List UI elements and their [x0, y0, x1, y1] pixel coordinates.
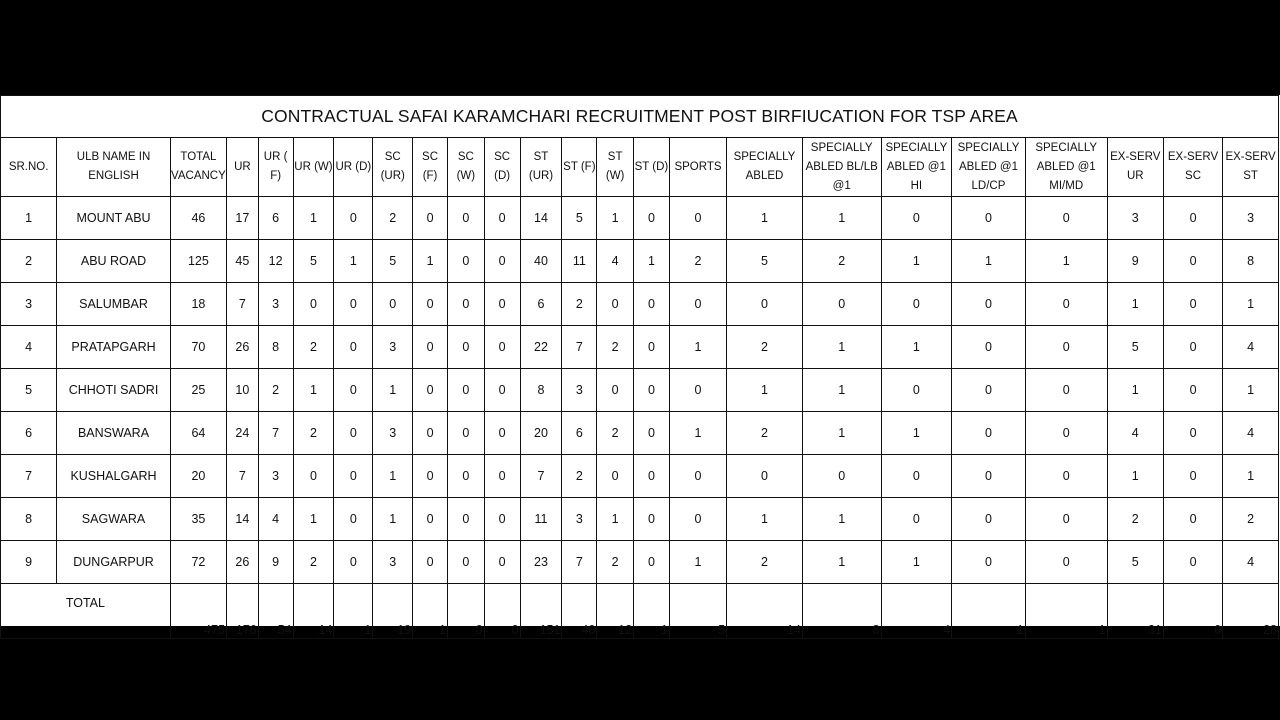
value-cell: 1: [373, 498, 413, 541]
value-cell: 5: [562, 197, 597, 240]
value-cell: 4: [1223, 412, 1279, 455]
value-cell: 0: [669, 197, 726, 240]
value-cell: 0: [597, 369, 634, 412]
value-cell: 3: [562, 498, 597, 541]
column-header: UR (D): [334, 138, 373, 197]
value-cell: 5: [1107, 326, 1163, 369]
column-header: TOTAL VACANCY: [170, 138, 226, 197]
value-cell: 5: [373, 240, 413, 283]
value-cell: 0: [634, 412, 670, 455]
value-cell: 0: [1025, 283, 1107, 326]
value-cell: 1: [669, 326, 726, 369]
value-cell: 1: [727, 369, 803, 412]
total-value-cell: 28: [1223, 584, 1279, 639]
column-header: SPORTS: [669, 138, 726, 197]
value-cell: 0: [881, 455, 952, 498]
value-cell: 12: [258, 240, 293, 283]
value-cell: 0: [634, 283, 670, 326]
value-cell: 25: [170, 369, 226, 412]
value-cell: 0: [634, 326, 670, 369]
ulb-name-cell: DUNGARPUR: [57, 541, 171, 584]
value-cell: 1: [373, 369, 413, 412]
value-cell: 2: [293, 412, 334, 455]
total-value-cell: 1: [1025, 584, 1107, 639]
value-cell: 1: [881, 541, 952, 584]
sr-no-cell: 6: [1, 412, 57, 455]
value-cell: 2: [802, 240, 881, 283]
value-cell: 0: [881, 498, 952, 541]
value-cell: 0: [334, 369, 373, 412]
value-cell: 0: [952, 412, 1026, 455]
value-cell: 1: [1025, 240, 1107, 283]
value-cell: 0: [334, 455, 373, 498]
value-cell: 1: [1223, 283, 1279, 326]
value-cell: 14: [227, 498, 259, 541]
value-cell: 6: [562, 412, 597, 455]
table-row: [1, 240, 1279, 283]
value-cell: 4: [597, 240, 634, 283]
value-cell: 0: [447, 326, 484, 369]
value-cell: 0: [727, 455, 803, 498]
sr-no-cell: 7: [1, 455, 57, 498]
value-cell: 0: [484, 240, 520, 283]
column-header: UR ( F): [258, 138, 293, 197]
value-cell: 0: [1025, 369, 1107, 412]
value-cell: 0: [952, 455, 1026, 498]
value-cell: 7: [562, 326, 597, 369]
value-cell: 6: [258, 197, 293, 240]
value-cell: 0: [334, 197, 373, 240]
value-cell: 0: [447, 498, 484, 541]
value-cell: 0: [881, 369, 952, 412]
value-cell: 0: [334, 541, 373, 584]
value-cell: 0: [484, 369, 520, 412]
value-cell: 0: [413, 541, 448, 584]
table-row: [1, 498, 1279, 541]
column-header: SC (D): [484, 138, 520, 197]
value-cell: 0: [1163, 498, 1222, 541]
value-cell: 0: [1163, 455, 1222, 498]
value-cell: 1: [881, 326, 952, 369]
value-cell: 64: [170, 412, 226, 455]
value-cell: 0: [1163, 197, 1222, 240]
value-cell: 0: [1163, 326, 1222, 369]
value-cell: 0: [597, 455, 634, 498]
value-cell: 14: [520, 197, 562, 240]
table-row: [1, 283, 1279, 326]
total-value-cell: 0: [484, 584, 520, 639]
value-cell: 1: [802, 541, 881, 584]
table-row: [1, 412, 1279, 455]
total-value-cell: 8: [802, 584, 881, 639]
value-cell: 5: [293, 240, 334, 283]
column-header: SC (F): [413, 138, 448, 197]
value-cell: 0: [669, 455, 726, 498]
table-row: [1, 369, 1279, 412]
value-cell: 0: [484, 412, 520, 455]
value-cell: 1: [802, 326, 881, 369]
column-header: ULB NAME IN ENGLISH: [57, 138, 171, 197]
value-cell: 0: [1025, 455, 1107, 498]
value-cell: 3: [373, 326, 413, 369]
value-cell: 1: [881, 412, 952, 455]
value-cell: 11: [562, 240, 597, 283]
value-cell: 1: [597, 498, 634, 541]
value-cell: 0: [669, 498, 726, 541]
sr-no-cell: 1: [1, 197, 57, 240]
value-cell: 0: [634, 197, 670, 240]
value-cell: 1: [669, 541, 726, 584]
value-cell: 0: [952, 283, 1026, 326]
value-cell: 3: [373, 412, 413, 455]
column-header: UR: [227, 138, 259, 197]
ulb-name-cell: KUSHALGARH: [57, 455, 171, 498]
value-cell: 2: [373, 197, 413, 240]
total-value-cell: 1: [952, 584, 1026, 639]
value-cell: 7: [227, 455, 259, 498]
value-cell: 70: [170, 326, 226, 369]
ulb-name-cell: ABU ROAD: [57, 240, 171, 283]
total-value-cell: 1: [413, 584, 448, 639]
value-cell: 0: [634, 541, 670, 584]
value-cell: 0: [634, 369, 670, 412]
value-cell: 3: [258, 455, 293, 498]
value-cell: 0: [802, 455, 881, 498]
total-label: TOTAL: [1, 584, 171, 639]
value-cell: 0: [669, 369, 726, 412]
value-cell: 1: [1107, 455, 1163, 498]
value-cell: 40: [520, 240, 562, 283]
value-cell: 5: [1107, 541, 1163, 584]
ulb-name-cell: CHHOTI SADRI: [57, 369, 171, 412]
column-header: UR (W): [293, 138, 334, 197]
value-cell: 0: [727, 283, 803, 326]
value-cell: 7: [520, 455, 562, 498]
ulb-name-cell: SALUMBAR: [57, 283, 171, 326]
value-cell: 125: [170, 240, 226, 283]
total-value-cell: 475: [170, 584, 226, 639]
value-cell: 0: [447, 369, 484, 412]
value-cell: 22: [520, 326, 562, 369]
value-cell: 7: [227, 283, 259, 326]
value-cell: 0: [484, 455, 520, 498]
ulb-name-cell: BANSWARA: [57, 412, 171, 455]
value-cell: 7: [258, 412, 293, 455]
value-cell: 0: [334, 412, 373, 455]
value-cell: 1: [1223, 455, 1279, 498]
total-value-cell: 0: [447, 584, 484, 639]
total-value-cell: 19: [373, 584, 413, 639]
ulb-name-cell: PRATAPGARH: [57, 326, 171, 369]
value-cell: 0: [597, 283, 634, 326]
value-cell: 4: [1107, 412, 1163, 455]
sr-no-cell: 2: [1, 240, 57, 283]
value-cell: 3: [1107, 197, 1163, 240]
value-cell: 23: [520, 541, 562, 584]
total-row: [1, 584, 1279, 639]
total-value-cell: 0: [1163, 584, 1222, 639]
value-cell: 1: [1223, 369, 1279, 412]
value-cell: 1: [802, 412, 881, 455]
value-cell: 2: [727, 412, 803, 455]
value-cell: 1: [669, 412, 726, 455]
value-cell: 2: [597, 326, 634, 369]
value-cell: 1: [597, 197, 634, 240]
value-cell: 0: [1025, 541, 1107, 584]
value-cell: 0: [881, 283, 952, 326]
value-cell: 1: [727, 197, 803, 240]
ulb-name-cell: MOUNT ABU: [57, 197, 171, 240]
value-cell: 7: [562, 541, 597, 584]
value-cell: 0: [634, 455, 670, 498]
value-cell: 2: [562, 283, 597, 326]
table-row: [1, 541, 1279, 584]
value-cell: 0: [413, 283, 448, 326]
value-cell: 0: [1163, 412, 1222, 455]
value-cell: 0: [447, 541, 484, 584]
value-cell: 45: [227, 240, 259, 283]
value-cell: 0: [952, 197, 1026, 240]
value-cell: 0: [413, 326, 448, 369]
value-cell: 2: [1107, 498, 1163, 541]
spreadsheet: [0, 95, 1280, 637]
value-cell: 2: [293, 541, 334, 584]
column-header: EX-SERV UR: [1107, 138, 1163, 197]
column-header: SPECIALLY ABLED @1 LD/CP: [952, 138, 1026, 197]
value-cell: 1: [727, 498, 803, 541]
sr-no-cell: 3: [1, 283, 57, 326]
value-cell: 72: [170, 541, 226, 584]
value-cell: 2: [597, 412, 634, 455]
value-cell: 0: [484, 283, 520, 326]
value-cell: 0: [881, 197, 952, 240]
total-value-cell: 4: [881, 584, 952, 639]
value-cell: 0: [1025, 412, 1107, 455]
value-cell: 11: [520, 498, 562, 541]
total-value-cell: 151: [520, 584, 562, 639]
value-cell: 1: [952, 240, 1026, 283]
value-cell: 3: [373, 541, 413, 584]
column-header: ST (D): [634, 138, 670, 197]
value-cell: 2: [597, 541, 634, 584]
value-cell: 26: [227, 541, 259, 584]
header-row: [1, 138, 1279, 197]
value-cell: 9: [258, 541, 293, 584]
value-cell: 0: [1163, 369, 1222, 412]
total-value-cell: 176: [227, 584, 259, 639]
column-header: ST (F): [562, 138, 597, 197]
value-cell: 0: [1025, 326, 1107, 369]
column-header: SPECIALLY ABLED @1 MI/MD: [1025, 138, 1107, 197]
value-cell: 24: [227, 412, 259, 455]
column-header: EX-SERV SC: [1163, 138, 1222, 197]
value-cell: 2: [669, 240, 726, 283]
value-cell: 1: [334, 240, 373, 283]
value-cell: 0: [1025, 498, 1107, 541]
value-cell: 0: [484, 326, 520, 369]
value-cell: 1: [802, 369, 881, 412]
value-cell: 20: [170, 455, 226, 498]
value-cell: 8: [1223, 240, 1279, 283]
value-cell: 0: [373, 283, 413, 326]
value-cell: 46: [170, 197, 226, 240]
value-cell: 3: [562, 369, 597, 412]
value-cell: 0: [952, 498, 1026, 541]
value-cell: 1: [293, 498, 334, 541]
value-cell: 26: [227, 326, 259, 369]
value-cell: 0: [952, 326, 1026, 369]
value-cell: 20: [520, 412, 562, 455]
column-header: ST (W): [597, 138, 634, 197]
column-header: SPECIALLY ABLED: [727, 138, 803, 197]
total-value-cell: 1: [634, 584, 670, 639]
ulb-name-cell: SAGWARA: [57, 498, 171, 541]
value-cell: 2: [727, 326, 803, 369]
value-cell: 1: [293, 197, 334, 240]
value-cell: 4: [258, 498, 293, 541]
value-cell: 2: [258, 369, 293, 412]
column-header: SC (UR): [373, 138, 413, 197]
table-title: CONTRACTUAL SAFAI KARAMCHARI RECRUITMENT POST BIRFIUCATION FOR TSP AREA: [1, 96, 1279, 138]
value-cell: 0: [1025, 197, 1107, 240]
value-cell: 0: [1163, 283, 1222, 326]
value-cell: 1: [802, 498, 881, 541]
value-cell: 0: [334, 498, 373, 541]
value-cell: 10: [227, 369, 259, 412]
value-cell: 0: [413, 412, 448, 455]
value-cell: 1: [293, 369, 334, 412]
value-cell: 18: [170, 283, 226, 326]
value-cell: 2: [293, 326, 334, 369]
table-row: [1, 197, 1279, 240]
value-cell: 1: [802, 197, 881, 240]
value-cell: 0: [413, 369, 448, 412]
value-cell: 0: [1163, 240, 1222, 283]
value-cell: 0: [447, 283, 484, 326]
value-cell: 1: [634, 240, 670, 283]
value-cell: 35: [170, 498, 226, 541]
value-cell: 4: [1223, 541, 1279, 584]
value-cell: 0: [484, 197, 520, 240]
total-value-cell: 1: [334, 584, 373, 639]
value-cell: 0: [447, 197, 484, 240]
total-value-cell: 14: [293, 584, 334, 639]
sr-no-cell: 8: [1, 498, 57, 541]
value-cell: 0: [413, 197, 448, 240]
value-cell: 1: [1107, 283, 1163, 326]
value-cell: 8: [520, 369, 562, 412]
value-cell: 0: [1163, 541, 1222, 584]
column-header: SPECIALLY ABLED @1 HI: [881, 138, 952, 197]
value-cell: 0: [334, 326, 373, 369]
value-cell: 1: [881, 240, 952, 283]
sr-no-cell: 4: [1, 326, 57, 369]
total-value-cell: 12: [597, 584, 634, 639]
value-cell: 0: [802, 283, 881, 326]
recruitment-table: [0, 95, 1279, 639]
value-cell: 0: [334, 283, 373, 326]
total-value-cell: 31: [1107, 584, 1163, 639]
column-header: SR.NO.: [1, 138, 57, 197]
value-cell: 2: [562, 455, 597, 498]
value-cell: 0: [413, 455, 448, 498]
value-cell: 6: [520, 283, 562, 326]
column-header: SC (W): [447, 138, 484, 197]
value-cell: 0: [293, 283, 334, 326]
total-value-cell: 54: [258, 584, 293, 639]
value-cell: 0: [447, 455, 484, 498]
value-cell: 0: [484, 541, 520, 584]
value-cell: 0: [669, 283, 726, 326]
value-cell: 17: [227, 197, 259, 240]
total-value-cell: 5: [669, 584, 726, 639]
total-value-cell: 14: [727, 584, 803, 639]
value-cell: 2: [1223, 498, 1279, 541]
sr-no-cell: 9: [1, 541, 57, 584]
value-cell: 3: [1223, 197, 1279, 240]
value-cell: 0: [413, 498, 448, 541]
column-header: SPECIALLY ABLED BL/LB @1: [802, 138, 881, 197]
value-cell: 0: [293, 455, 334, 498]
sr-no-cell: 5: [1, 369, 57, 412]
value-cell: 0: [952, 541, 1026, 584]
value-cell: 0: [447, 412, 484, 455]
value-cell: 4: [1223, 326, 1279, 369]
value-cell: 1: [413, 240, 448, 283]
total-value-cell: 46: [562, 584, 597, 639]
column-header: ST (UR): [520, 138, 562, 197]
table-row: [1, 326, 1279, 369]
table-row: [1, 455, 1279, 498]
value-cell: 9: [1107, 240, 1163, 283]
value-cell: 5: [727, 240, 803, 283]
value-cell: 2: [727, 541, 803, 584]
value-cell: 0: [447, 240, 484, 283]
value-cell: 1: [1107, 369, 1163, 412]
value-cell: 0: [484, 498, 520, 541]
value-cell: 1: [373, 455, 413, 498]
column-header: EX-SERV ST: [1223, 138, 1279, 197]
value-cell: 8: [258, 326, 293, 369]
value-cell: 0: [634, 498, 670, 541]
value-cell: 0: [952, 369, 1026, 412]
value-cell: 3: [258, 283, 293, 326]
